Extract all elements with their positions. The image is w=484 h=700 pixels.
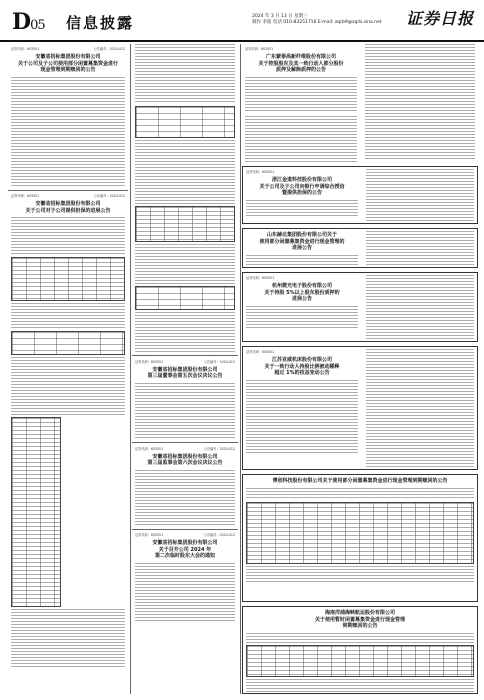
body-text <box>366 231 474 267</box>
body-text <box>135 470 235 526</box>
announcement-title: 安徽省招标集团股份有限公司 关于公司及子公司使用部分闲置募集资金进行 现金管理到期赎回的公告 <box>17 54 118 73</box>
body-text <box>246 200 358 216</box>
announcement-title: 浙江金道科技股份有限公司 关于公司及子公司向银行申请综合授信 暨提供担保的公告 <box>259 177 345 196</box>
data-table <box>246 645 474 677</box>
body-text <box>365 44 475 160</box>
body-text <box>366 169 474 223</box>
data-table <box>11 331 125 355</box>
data-table <box>246 502 474 564</box>
announcement-title: 广东蒙泰高新纤维股份有限公司 关于控股股东及其一致行动人部分股份 质押及解除质押的公告 <box>258 54 344 73</box>
body-text <box>245 116 357 162</box>
body-text <box>246 633 474 643</box>
page-header <box>0 0 484 42</box>
announcement-title: 杭州微光电子股份有限公司 关于持股 5%以上股东股份质押的 进展公告 <box>264 283 340 302</box>
announcement-title: 博创科技股份有限公司关于使用部分闲置募集资金进行现金管理到期赎回的公告 <box>272 478 448 484</box>
body-text <box>246 306 358 328</box>
body-text <box>135 44 235 104</box>
column-2: 证券代码：603551 公告编号：2024-012 安徽省招标集团股份有限公司 第三届董事会第五次会议决议公告 证券代码：603551 公告编号：2024-012 安徽省招标集团股份有限公司 第三届监事会第六次会议决议公告 证券代码：603551 公告编号：2024-012 安徽省招标集团股份有限公司 关于召开公司 2024 年 第二次临时股东大会的通知 <box>132 44 238 696</box>
data-table <box>135 286 235 310</box>
body-text <box>135 312 235 352</box>
announcement-title: 安徽省招标集团股份有限公司 第三届董事会第五次会议决议公告 <box>147 366 223 380</box>
body-text <box>135 244 235 284</box>
body-text <box>246 566 474 584</box>
body-text <box>11 357 125 415</box>
announcement-title: 海南洋浦海峡航运股份有限公司 关于使用暂时闲置募集资金进行现金管理 到期赎回的公告 <box>314 610 405 629</box>
body-text <box>135 563 235 623</box>
column-1: 证券代码：603551 公告编号：2024-012 安徽省招标集团股份有限公司 关于公司及子公司使用部分闲置募集资金进行 现金管理到期赎回的公告 证券代码：603551 公告编号：2024-012 安徽省招标集团股份有限公司 关于公司对子公司提供担保的进展公告 <box>8 44 128 696</box>
body-text <box>246 488 474 500</box>
newspaper-masthead: 证券日报 <box>405 9 474 28</box>
column-divider <box>240 44 241 694</box>
announcement-title: 安徽省招标集团股份有限公司 第三届监事会第六次会议决议公告 <box>147 453 223 467</box>
body-text <box>366 349 474 469</box>
announcement-title: 江苏亚威机床股份有限公司 关于一致行动人持股比例被动稀释 超过 1%的权益变动公告 <box>264 357 340 376</box>
body-text <box>135 383 235 439</box>
data-table <box>11 417 61 607</box>
data-table <box>135 206 235 242</box>
body-text <box>366 275 474 341</box>
page-code: D05 <box>12 9 45 35</box>
body-text <box>135 140 235 204</box>
body-text <box>246 255 358 265</box>
data-table <box>11 257 125 301</box>
body-text <box>11 217 125 255</box>
announcement-title: 安徽省招标集团股份有限公司 关于公司对子公司提供担保的进展公告 <box>25 201 111 214</box>
data-table <box>135 106 235 138</box>
body-text <box>11 77 125 187</box>
header-meta: 2024 年 3 月 13 日 星期三 制作 李波 电话 010-83251716 E-mail: zqrb9@zqrb.sina.net <box>252 14 382 25</box>
announcement-title: 山东赫达集团股份有限公司关于 使用部分闲置募集资金进行现金管理的 进展公告 <box>259 232 345 251</box>
body-text <box>245 77 357 113</box>
column-3: 证券代码：603551 广东蒙泰高新纤维股份有限公司 关于控股股东及其一致行动人部分股份 质押及解除质押的公告 证券代码：603551 浙江金道科技股份有限公司 关于公司及子公司向银行申请综合授信 暨提供担保的公告 山东赫达集团股份有限公司关于 使用部分闲置募集资金进行现金管理的 进展公告 证券代码：603551 杭州微光电子股份有限公司 关于持股 5%以上股东股份质押的 进展公告 证券代码：603551 江苏亚威机床股份有限公司 关于一致行动人持股比例被动稀释 超过 1%的权益变动公告 博创科技股份有限公司关于使用部分闲置募集资金进行现金管理到期赎回的公告 海南洋浦海峡航运股份有限公司 关于使用暂时闲置募集资金进行现金管理 到期赎回的公告 <box>242 44 478 696</box>
column-divider <box>130 44 131 694</box>
section-title: 信息披露 <box>66 14 135 32</box>
body-text <box>11 609 125 669</box>
body-text <box>11 303 125 329</box>
announcement-title: 安徽省招标集团股份有限公司 关于召开公司 2024 年 第二次临时股东大会的通知 <box>152 540 218 560</box>
body-text <box>246 380 358 454</box>
body-text <box>246 679 474 693</box>
